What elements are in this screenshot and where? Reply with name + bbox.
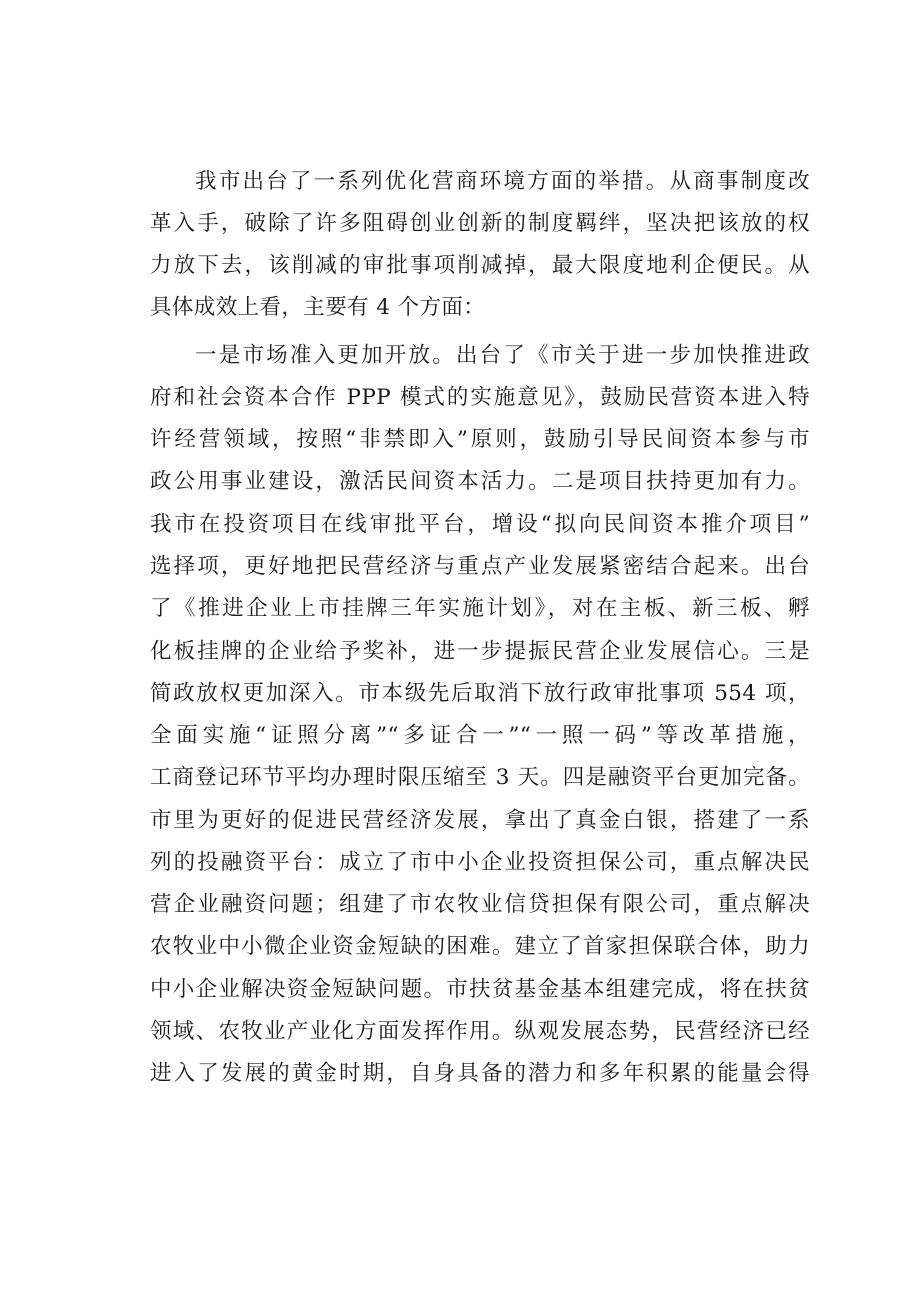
- paragraph-2-line-18: 进入了发展的黄金时期，自身具备的潜力和多年积累的能量会得: [150, 1061, 810, 1086]
- paragraph-2-line-15: 农牧业中小微企业资金短缺的困难。建立了首家担保联合体，助力: [150, 934, 810, 959]
- paragraph-2-line-14: 营企业融资问题；组建了市农牧业信贷担保有限公司，重点解决: [150, 892, 810, 917]
- paragraph-2-line-8: 化板挂牌的企业给予奖补，进一步提振民营企业发展信心。三是: [150, 639, 810, 664]
- paragraph-2-line-2: 府和社会资本合作 PPP 模式的实施意见》，鼓励民营资本进入特: [150, 385, 810, 410]
- paragraph-2-line-7: 了《推进企业上市挂牌三年实施计划》，对在主板、新三板、孵: [150, 596, 810, 621]
- paragraph-2-line-6: 选择项，更好地把民营经济与重点产业发展紧密结合起来。出台: [150, 554, 810, 579]
- paragraph-2-line-10: 全面实施“证照分离”“多证合一”“一照一码”等改革措施，: [150, 723, 810, 748]
- paragraph-2-line-4: 政公用事业建设，激活民间资本活力。二是项目扶持更加有力。: [150, 469, 810, 494]
- paragraph-2-line-11: 工商登记环节平均办理时限压缩至 3 天。四是融资平台更加完备。: [150, 765, 810, 790]
- paragraph-1-line-4: 具体成效上看，主要有 4 个方面：: [150, 295, 486, 320]
- paragraph-2-line-9: 简政放权更加深入。市本级先后取消下放行政审批事项 554 项，: [150, 681, 810, 706]
- paragraph-1-line-1: 我市出台了一系列优化营商环境方面的举措。从商事制度改: [195, 169, 810, 194]
- paragraph-2-line-17: 领域、农牧业产业化方面发挥作用。纵观发展态势，民营经济已经: [150, 1019, 810, 1044]
- paragraph-1-line-2: 革入手，破除了许多阻碍创业创新的制度羁绊，坚决把该放的权: [150, 211, 810, 236]
- paragraph-2-line-1: 一是市场准入更加开放。出台了《市关于进一步加快推进政: [195, 343, 810, 368]
- paragraph-2-line-12: 市里为更好的促进民营经济发展，拿出了真金白银，搭建了一系: [150, 808, 810, 833]
- paragraph-2-line-5: 我市在投资项目在线审批平台，增设“拟向民间资本推介项目”: [150, 512, 810, 537]
- paragraph-2-line-16: 中小企业解决资金短缺问题。市扶贫基金基本组建完成，将在扶贫: [150, 977, 810, 1002]
- paragraph-2-line-3: 许经营领域，按照“非禁即入”原则，鼓励引导民间资本参与市: [150, 427, 810, 452]
- paragraph-2-line-13: 列的投融资平台：成立了市中小企业投资担保公司，重点解决民: [150, 850, 810, 875]
- paragraph-1-line-3: 力放下去，该削减的审批事项削减掉，最大限度地利企便民。从: [150, 253, 810, 278]
